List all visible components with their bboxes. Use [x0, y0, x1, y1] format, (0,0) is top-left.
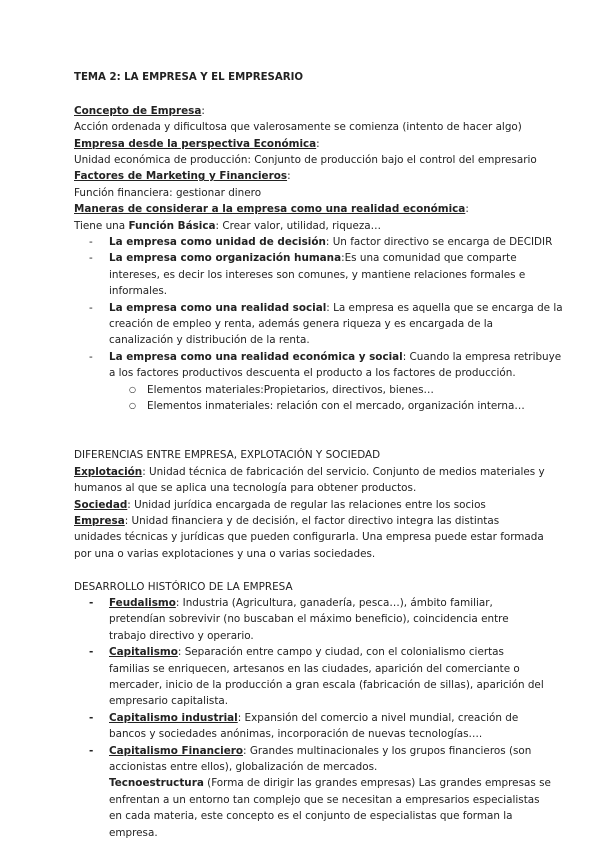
economica-text: Unidad económica de producción: Conjunto de producción bajo el control del empresario	[74, 154, 537, 167]
item-continuation: a los factores productivos descuenta el producto a los factores de producción.	[109, 367, 516, 380]
item-post: : Cuando la empresa retribuye	[402, 350, 562, 363]
empresa-text: : Unidad financiera y de decisión, el factor directivo integra las distintas	[124, 514, 500, 527]
diferencias-heading: DIFERENCIAS ENTRE EMPRESA, EXPLOTACIÓN Y SOCIEDAD	[74, 449, 381, 462]
economica-colon: :	[316, 137, 320, 150]
item-bold: organización humana	[215, 252, 342, 265]
maneras-label: Maneras de considerar a la empresa como una realidad económica	[74, 203, 466, 216]
item-continuation: creación de empleo y renta, además genera riqueza y es encargada de la	[109, 318, 494, 331]
explotacion-text: : Unidad técnica de fabricación del servicio. Conjunto de medios materiales y	[142, 465, 545, 478]
empresa-label: Empresa	[74, 514, 125, 527]
item-continuation: mercader, inicio de la producción a gran escala (fabricación de sillas), aparición del	[109, 678, 544, 691]
marketing-text: Función financiera: gestionar dinero	[74, 186, 262, 199]
item-bold: una realidad social	[215, 301, 327, 314]
item-continuation: canalización y distribución de la renta.	[109, 334, 310, 347]
item-pre: La empresa como	[109, 301, 216, 314]
explotacion-label: Explotación	[74, 465, 143, 478]
item-label: Capitalismo	[109, 646, 178, 659]
maneras-list-item	[74, 300, 563, 316]
explotacion-continuation: humanos al que se aplica una tecnología para obtener productos.	[74, 482, 417, 495]
marketing-colon: :	[287, 170, 291, 183]
economica-label: Empresa desde la perspectiva Económica	[74, 137, 317, 150]
item-continuation: pretendían sobrevivir (no buscaban el máximo beneficio), coincidencia entre	[109, 613, 509, 626]
concepto-label: Concepto de Empresa	[74, 104, 202, 117]
dash-marker: -	[89, 596, 94, 609]
intro-bold: Función Básica	[128, 219, 216, 232]
intro-pre: Tiene una	[74, 219, 129, 232]
item-post: : La empresa es aquella que se encarga de la	[326, 301, 563, 314]
empresa-continuation: por una o varias explotaciones y una o varias sociedades.	[74, 547, 376, 560]
item-bold: unidad de decisión	[215, 236, 326, 249]
dash-marker: -	[89, 252, 93, 265]
intro-post: : Crear valor, utilidad, riqueza…	[215, 219, 382, 232]
dash-marker: -	[89, 646, 94, 659]
spacer	[74, 415, 532, 431]
marketing-heading	[74, 168, 532, 184]
sociedad-line	[74, 497, 532, 513]
dash-marker: -	[89, 236, 93, 249]
sociedad-text: : Unidad jurídica encargada de regular las relaciones entre los socios	[127, 498, 486, 511]
circle-bullet-icon: ○	[129, 401, 136, 411]
item-pre: La empresa como	[109, 350, 216, 363]
document-title: TEMA 2: LA EMPRESA Y EL EMPRESARIO	[74, 72, 304, 83]
explotacion-line	[74, 464, 545, 480]
maneras-list-item	[74, 250, 532, 266]
item-pre: La empresa como	[109, 252, 216, 265]
item-continuation: informales.	[109, 285, 168, 298]
maneras-list-item	[74, 349, 562, 365]
item-post: : Industria (Agricultura, ganadería, pesca…), ámbito familiar,	[175, 596, 493, 609]
historico-list-item	[74, 644, 532, 660]
spacer	[74, 86, 532, 102]
sub-list-item	[74, 398, 532, 414]
concepto-heading	[74, 103, 532, 119]
sub-list-item	[74, 382, 532, 398]
historico-list-item	[74, 595, 532, 611]
empresa-line	[74, 513, 532, 529]
spacer	[74, 562, 532, 578]
item-post: : Separación entre campo y ciudad, con el colonialismo ciertas	[177, 646, 504, 659]
dash-marker: -	[89, 711, 94, 724]
economica-heading	[74, 136, 532, 152]
dash-marker: -	[89, 744, 94, 757]
dash-marker: -	[89, 301, 93, 314]
maneras-intro	[74, 218, 532, 234]
tecno-continuation: enfrentan a un entorno tan complejo que se necesitan a empresarios especialistas	[109, 793, 540, 806]
item-bold: una realidad económica y social	[215, 350, 403, 363]
item-post: :Es una comunidad que comparte	[341, 252, 517, 265]
sub-item-text: Elementos inmateriales: relación con el mercado, organización interna…	[147, 400, 525, 413]
item-continuation: trabajo directivo y operario.	[109, 629, 254, 642]
concepto-text: Acción ordenada y dificultosa que valerosamente se comienza (intento de hacer algo)	[74, 121, 522, 134]
item-post: : Expansión del comercio a nivel mundial, creación de	[237, 711, 519, 724]
tecno-post: (Forma de dirigir las grandes empresas) Las grandes empresas se	[203, 777, 551, 790]
item-continuation: empresario capitalista.	[109, 695, 229, 708]
marketing-label: Factores de Marketing y Financieros	[74, 170, 288, 183]
item-continuation: familias se enriquecen, artesanos en las ciudades, aparición del comerciante o	[109, 662, 520, 675]
item-continuation: bancos y sociedades anónimas, incorporación de nuevas tecnologías….	[109, 728, 483, 741]
historico-heading: DESARROLLO HISTÓRICO DE LA EMPRESA	[74, 580, 293, 593]
historico-list-item	[74, 710, 532, 726]
tecnoestructura-line	[74, 775, 551, 791]
item-label: Capitalismo Financiero	[109, 744, 244, 757]
sociedad-label: Sociedad	[74, 498, 128, 511]
document-page	[74, 70, 563, 841]
maneras-heading	[74, 201, 532, 217]
tecno-bold: Tecnoestructura	[109, 777, 204, 790]
item-post: : Grandes multinacionales y los grupos financieros (son	[243, 744, 532, 757]
dash-marker: -	[89, 350, 93, 363]
sub-item-text: Elementos materiales:Propietarios, directivos, bienes…	[147, 383, 434, 396]
item-continuation: accionistas entre ellos), globalización de mercados.	[109, 761, 378, 773]
item-pre: La empresa como	[109, 236, 216, 249]
maneras-list-item	[74, 234, 553, 250]
item-label: Feudalismo	[109, 596, 176, 609]
tecno-continuation: en cada materia, este concepto es el conjunto de especialistas que forman la	[109, 810, 513, 823]
item-post: : Un factor directivo se encarga de DECIDIR	[325, 236, 553, 249]
circle-bullet-icon: ○	[129, 384, 136, 394]
empresa-continuation: unidades técnicas y jurídicas que pueden configurarla. Una empresa puede estar formada	[74, 531, 544, 544]
spacer	[74, 431, 532, 447]
tecno-continuation: empresa.	[109, 826, 158, 839]
historico-list-item	[74, 743, 532, 759]
item-label: Capitalismo industrial	[109, 711, 238, 724]
concepto-colon: :	[201, 104, 205, 117]
maneras-colon: :	[465, 203, 469, 216]
item-continuation: intereses, es decir los intereses son comunes, y mantiene relaciones formales e	[109, 268, 526, 281]
